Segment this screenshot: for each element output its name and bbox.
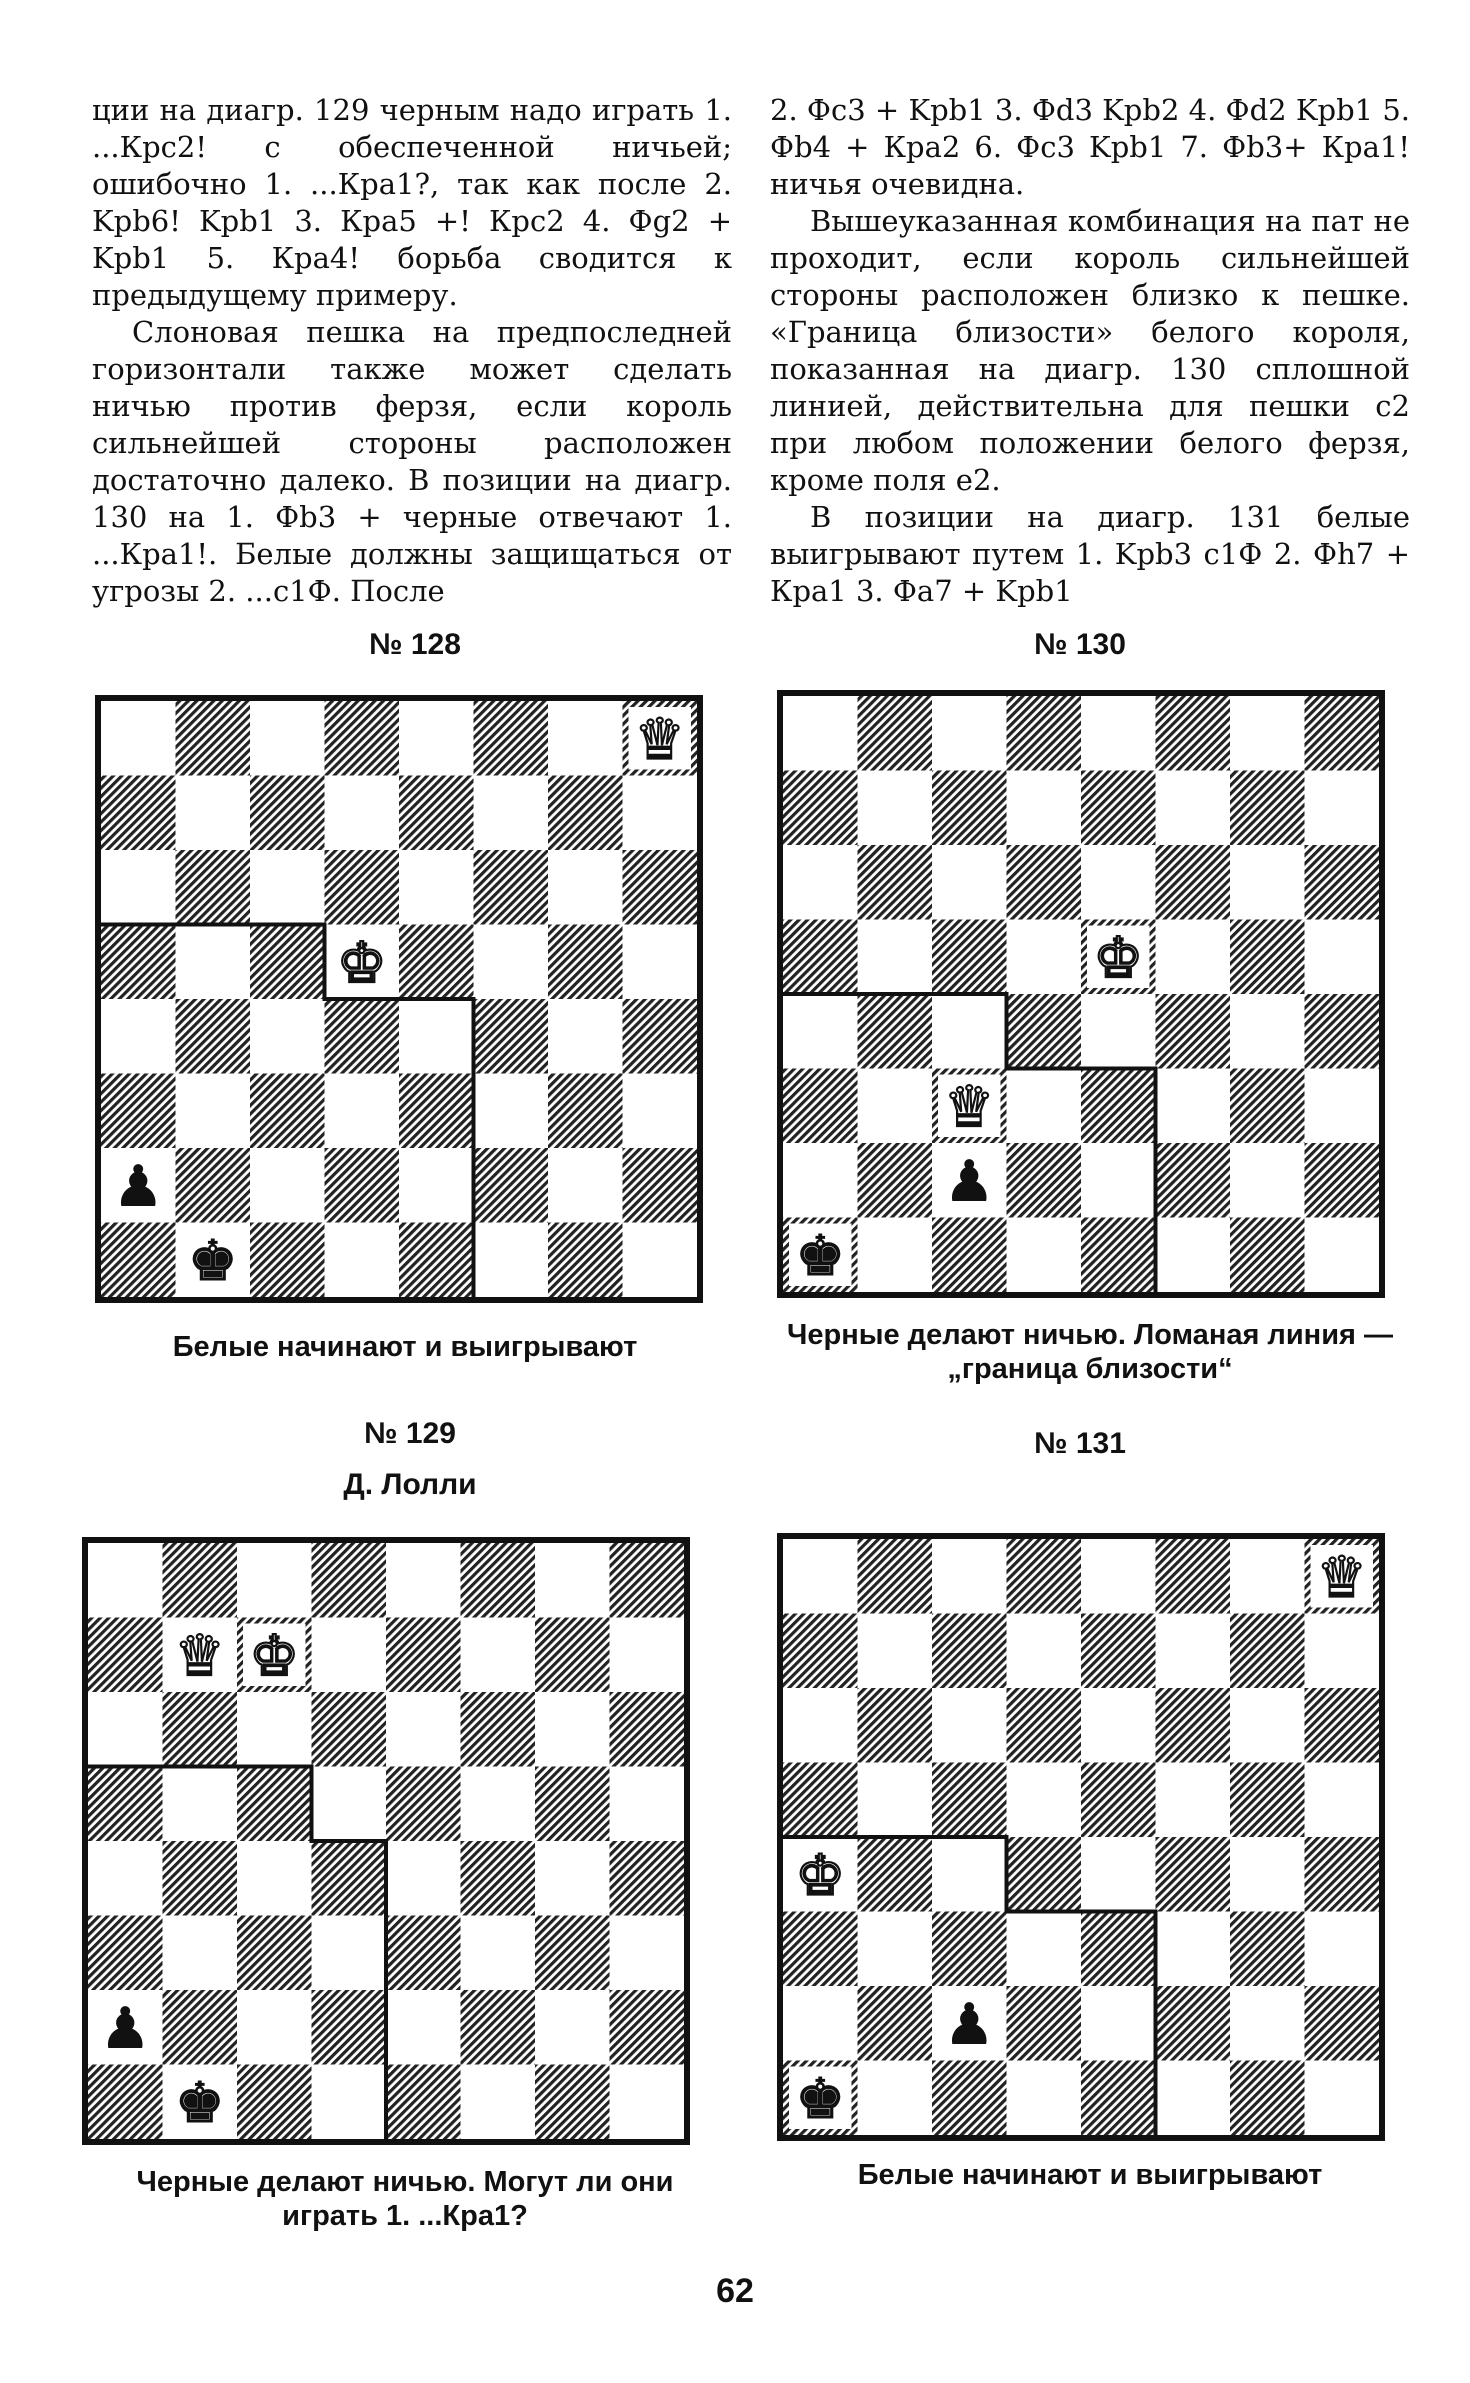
dark-square bbox=[1007, 845, 1082, 920]
light-square bbox=[237, 1841, 312, 1916]
light-square bbox=[783, 1986, 858, 2061]
dark-square bbox=[548, 1223, 623, 1298]
page-number: 62 bbox=[716, 2272, 754, 2310]
light-square bbox=[312, 1618, 387, 1693]
light-square bbox=[1007, 1912, 1082, 1987]
dark-square bbox=[610, 1543, 685, 1618]
light-square bbox=[1230, 1986, 1305, 2061]
white-queen-icon: ♛ bbox=[944, 1074, 995, 1140]
dark-square bbox=[1007, 1986, 1082, 2061]
dark-square bbox=[1305, 994, 1380, 1069]
board-svg bbox=[783, 696, 1379, 1292]
light-square bbox=[250, 999, 325, 1074]
light-square bbox=[1007, 1763, 1082, 1838]
light-square bbox=[1156, 1218, 1231, 1293]
light-square bbox=[399, 999, 474, 1074]
light-square bbox=[237, 1990, 312, 2065]
dark-square bbox=[858, 1143, 933, 1218]
light-square bbox=[1156, 1912, 1231, 1987]
dark-square bbox=[461, 1543, 536, 1618]
dark-square bbox=[312, 1692, 387, 1767]
light-square bbox=[1081, 696, 1156, 771]
dark-square bbox=[858, 1986, 933, 2061]
dark-square bbox=[101, 1223, 176, 1298]
dark-square bbox=[783, 1912, 858, 1987]
dark-square bbox=[932, 1912, 1007, 1987]
light-square bbox=[1230, 696, 1305, 771]
light-square bbox=[237, 1692, 312, 1767]
dark-square bbox=[932, 771, 1007, 846]
light-square bbox=[783, 994, 858, 1069]
light-square bbox=[1305, 920, 1380, 995]
light-square bbox=[623, 776, 698, 851]
light-square bbox=[1230, 1143, 1305, 1218]
light-square bbox=[1305, 1069, 1380, 1144]
light-square bbox=[1007, 1069, 1082, 1144]
dark-square bbox=[237, 2065, 312, 2140]
dark-square bbox=[1007, 1837, 1082, 1912]
dark-square bbox=[1081, 771, 1156, 846]
light-square bbox=[1156, 1763, 1231, 1838]
white-queen-icon: ♛ bbox=[1316, 1545, 1367, 1611]
dark-square bbox=[325, 1148, 400, 1223]
dark-square bbox=[1007, 1688, 1082, 1763]
dark-square bbox=[535, 2065, 610, 2140]
dark-square bbox=[474, 999, 549, 1074]
diagram-number-131: № 131 bbox=[1034, 1427, 1126, 1460]
light-square bbox=[548, 999, 623, 1074]
light-square bbox=[1305, 1912, 1380, 1987]
dark-square bbox=[1230, 1912, 1305, 1987]
light-square bbox=[932, 1837, 1007, 1912]
light-square bbox=[1081, 1688, 1156, 1763]
light-square bbox=[386, 1841, 461, 1916]
dark-square bbox=[1081, 1614, 1156, 1689]
light-square bbox=[858, 920, 933, 995]
light-square bbox=[474, 1223, 549, 1298]
light-square bbox=[858, 1912, 933, 1987]
dark-square bbox=[386, 1767, 461, 1842]
light-square bbox=[535, 1841, 610, 1916]
dark-square bbox=[312, 1543, 387, 1618]
dark-square bbox=[88, 1618, 163, 1693]
light-square bbox=[250, 1148, 325, 1223]
light-square bbox=[176, 925, 251, 1000]
dark-square bbox=[932, 1614, 1007, 1689]
dark-square bbox=[1007, 696, 1082, 771]
light-square bbox=[932, 696, 1007, 771]
dark-square bbox=[250, 1074, 325, 1149]
light-square bbox=[399, 701, 474, 776]
paragraph: 2. Фс3 + Kpb1 3. Фd3 Kpb2 4. Фd2 Kpb1 5. Фb4 + Кра2 6. Фс3 Kpb1 7. Фb3+ Кра1! ничья очевидна. bbox=[770, 93, 1410, 201]
dark-square bbox=[250, 925, 325, 1000]
chess-board-128 bbox=[95, 695, 703, 1303]
light-square bbox=[548, 1148, 623, 1223]
light-square bbox=[1007, 2061, 1082, 2136]
light-square bbox=[176, 1074, 251, 1149]
light-square bbox=[610, 2065, 685, 2140]
dark-square bbox=[1305, 1837, 1380, 1912]
dark-square bbox=[783, 1069, 858, 1144]
paragraph: Слоновая пешка на предпоследней горизонтали также может сделать ничью против ферзя, если король сильнейшей стороны расположен достаточно далеко. В позиции на диагр. 130 на 1. Фb3 + черные отвечают 1. ...Кра1!. Белые должны защищаться от угрозы 2. ...с1Ф. После bbox=[92, 315, 732, 608]
dark-square bbox=[163, 1841, 238, 1916]
light-square bbox=[1007, 1218, 1082, 1293]
light-square bbox=[1305, 1763, 1380, 1838]
dark-square bbox=[1007, 994, 1082, 1069]
white-king-icon: ♚ bbox=[795, 1843, 846, 1909]
dark-square bbox=[176, 1148, 251, 1223]
light-square bbox=[535, 1543, 610, 1618]
dark-square bbox=[250, 1223, 325, 1298]
light-square bbox=[610, 1916, 685, 1991]
light-square bbox=[1081, 994, 1156, 1069]
dark-square bbox=[88, 2065, 163, 2140]
light-square bbox=[101, 999, 176, 1074]
white-king-icon: ♚ bbox=[249, 1623, 300, 1689]
dark-square bbox=[1305, 845, 1380, 920]
light-square bbox=[783, 1143, 858, 1218]
white-king-icon: ♚ bbox=[1093, 925, 1144, 991]
dark-square bbox=[535, 1618, 610, 1693]
light-square bbox=[325, 1223, 400, 1298]
dark-square bbox=[1007, 1539, 1082, 1614]
dark-square bbox=[858, 696, 933, 771]
dark-square bbox=[783, 920, 858, 995]
light-square bbox=[101, 850, 176, 925]
dark-square bbox=[399, 776, 474, 851]
light-square bbox=[461, 1618, 536, 1693]
black-king-icon: ♚ bbox=[795, 1223, 846, 1289]
dark-square bbox=[548, 1074, 623, 1149]
dark-square bbox=[312, 1990, 387, 2065]
light-square bbox=[1081, 1986, 1156, 2061]
light-square bbox=[1230, 1539, 1305, 1614]
light-square bbox=[1305, 771, 1380, 846]
light-square bbox=[858, 1218, 933, 1293]
light-square bbox=[858, 1614, 933, 1689]
dark-square bbox=[1156, 845, 1231, 920]
paragraph: Вышеуказанная комбинация на пат не проходит, если король сильнейшей стороны расположен близко к пешке. «Граница близости» белого короля, показанная на диагр. 130 сплошной линией, действительна для пешки с2 при любом положении белого ферзя, кроме поля е2. bbox=[770, 204, 1410, 497]
dark-square bbox=[610, 1990, 685, 2065]
dark-square bbox=[1081, 1763, 1156, 1838]
light-square bbox=[623, 925, 698, 1000]
paragraph: В позиции на диагр. 131 белые выигрывают путем 1. Kpb3 с1Ф 2. Фh7 + Кра1 3. Фа7 + Kpb1 bbox=[770, 500, 1410, 608]
dark-square bbox=[250, 776, 325, 851]
dark-square bbox=[325, 999, 400, 1074]
light-square bbox=[1230, 845, 1305, 920]
dark-square bbox=[1156, 1688, 1231, 1763]
light-square bbox=[474, 776, 549, 851]
dark-square bbox=[399, 1223, 474, 1298]
dark-square bbox=[1230, 2061, 1305, 2136]
light-square bbox=[386, 1543, 461, 1618]
light-square bbox=[1081, 1837, 1156, 1912]
black-pawn-icon: ♟ bbox=[944, 1992, 995, 2058]
dark-square bbox=[1230, 1614, 1305, 1689]
light-square bbox=[783, 1539, 858, 1614]
dark-square bbox=[1156, 1539, 1231, 1614]
dark-square bbox=[176, 850, 251, 925]
light-square bbox=[1305, 1218, 1380, 1293]
dark-square bbox=[858, 994, 933, 1069]
diagram-number-129: № 129 bbox=[364, 1417, 456, 1450]
light-square bbox=[1081, 845, 1156, 920]
light-square bbox=[250, 701, 325, 776]
dark-square bbox=[461, 1692, 536, 1767]
dark-square bbox=[548, 925, 623, 1000]
light-square bbox=[1156, 2061, 1231, 2136]
chess-board-131 bbox=[777, 1533, 1385, 2141]
light-square bbox=[1156, 920, 1231, 995]
diagram-caption-130: Черные делают ничью. Ломаная линия — „граница близости“ bbox=[786, 1319, 1394, 1385]
light-square bbox=[101, 701, 176, 776]
diagram-number-130: № 130 bbox=[1034, 628, 1126, 661]
dark-square bbox=[932, 1218, 1007, 1293]
light-square bbox=[858, 1763, 933, 1838]
dark-square bbox=[1230, 920, 1305, 995]
dark-square bbox=[1230, 1763, 1305, 1838]
board-svg bbox=[101, 701, 697, 1297]
dark-square bbox=[386, 1618, 461, 1693]
dark-square bbox=[858, 1539, 933, 1614]
light-square bbox=[1081, 1143, 1156, 1218]
light-square bbox=[399, 850, 474, 925]
dark-square bbox=[1230, 1069, 1305, 1144]
light-square bbox=[325, 1074, 400, 1149]
dark-square bbox=[1081, 1218, 1156, 1293]
dark-square bbox=[237, 1916, 312, 1991]
light-square bbox=[610, 1767, 685, 1842]
black-pawn-icon: ♟ bbox=[113, 1154, 164, 1220]
dark-square bbox=[163, 1990, 238, 2065]
light-square bbox=[176, 776, 251, 851]
light-square bbox=[623, 1223, 698, 1298]
black-pawn-icon: ♟ bbox=[100, 1996, 151, 2062]
diagram-number-128: № 128 bbox=[369, 628, 461, 661]
light-square bbox=[1230, 994, 1305, 1069]
dark-square bbox=[325, 850, 400, 925]
dark-square bbox=[858, 845, 933, 920]
light-square bbox=[312, 1916, 387, 1991]
dark-square bbox=[163, 1543, 238, 1618]
light-square bbox=[325, 776, 400, 851]
light-square bbox=[610, 1618, 685, 1693]
light-square bbox=[237, 1543, 312, 1618]
dark-square bbox=[1156, 994, 1231, 1069]
dark-square bbox=[101, 925, 176, 1000]
light-square bbox=[535, 1692, 610, 1767]
dark-square bbox=[610, 1841, 685, 1916]
dark-square bbox=[101, 776, 176, 851]
light-square bbox=[163, 1916, 238, 1991]
dark-square bbox=[399, 925, 474, 1000]
light-square bbox=[88, 1543, 163, 1618]
light-square bbox=[1156, 1614, 1231, 1689]
light-square bbox=[399, 1148, 474, 1223]
dark-square bbox=[1305, 1143, 1380, 1218]
dark-square bbox=[88, 1916, 163, 1991]
dark-square bbox=[1305, 696, 1380, 771]
light-square bbox=[1156, 1069, 1231, 1144]
light-square bbox=[461, 1767, 536, 1842]
dark-square bbox=[237, 1767, 312, 1842]
light-square bbox=[932, 1688, 1007, 1763]
dark-square bbox=[386, 2065, 461, 2140]
dark-square bbox=[88, 1767, 163, 1842]
dark-square bbox=[1007, 1143, 1082, 1218]
light-square bbox=[163, 1767, 238, 1842]
dark-square bbox=[535, 1916, 610, 1991]
light-square bbox=[932, 845, 1007, 920]
dark-square bbox=[535, 1767, 610, 1842]
light-square bbox=[932, 1539, 1007, 1614]
black-king-icon: ♚ bbox=[174, 2070, 225, 2136]
dark-square bbox=[610, 1692, 685, 1767]
dark-square bbox=[783, 1614, 858, 1689]
dark-square bbox=[932, 2061, 1007, 2136]
dark-square bbox=[1305, 1986, 1380, 2061]
black-king-icon: ♚ bbox=[187, 1228, 238, 1294]
light-square bbox=[88, 1841, 163, 1916]
dark-square bbox=[1081, 1912, 1156, 1987]
light-square bbox=[548, 701, 623, 776]
light-square bbox=[461, 2065, 536, 2140]
light-square bbox=[461, 1916, 536, 1991]
dark-square bbox=[1081, 2061, 1156, 2136]
diagram-caption-131: Белые начинают и выигрывают bbox=[857, 2159, 1323, 2191]
light-square bbox=[88, 1692, 163, 1767]
light-square bbox=[386, 1692, 461, 1767]
light-square bbox=[783, 1688, 858, 1763]
light-square bbox=[1230, 1837, 1305, 1912]
light-square bbox=[312, 1767, 387, 1842]
dark-square bbox=[858, 1837, 933, 1912]
dark-square bbox=[386, 1916, 461, 1991]
white-king-icon: ♚ bbox=[336, 930, 387, 996]
dark-square bbox=[474, 850, 549, 925]
dark-square bbox=[461, 1841, 536, 1916]
board-svg bbox=[783, 1539, 1379, 2135]
light-square bbox=[1305, 2061, 1380, 2136]
dark-square bbox=[932, 920, 1007, 995]
dark-square bbox=[1230, 1218, 1305, 1293]
light-square bbox=[250, 850, 325, 925]
paragraph: ции на диагр. 129 черным надо играть 1. ...Крс2! с обеспеченной ничьей; ошибочно 1. ...Кра1?, так как после 2. Kpb6! Kpb1 3. Кра5 +! Крс2 4. Фg2 + Kpb1 5. Кра4! борьба сводится к предыдущему примеру. bbox=[92, 93, 732, 312]
dark-square bbox=[623, 850, 698, 925]
dark-square bbox=[1081, 1069, 1156, 1144]
light-square bbox=[548, 850, 623, 925]
dark-square bbox=[623, 999, 698, 1074]
dark-square bbox=[783, 1763, 858, 1838]
dark-square bbox=[1156, 1837, 1231, 1912]
dark-square bbox=[1156, 1143, 1231, 1218]
white-queen-icon: ♛ bbox=[174, 1623, 225, 1689]
light-square bbox=[1305, 1614, 1380, 1689]
light-square bbox=[1007, 1614, 1082, 1689]
dark-square bbox=[163, 1692, 238, 1767]
right-text-column bbox=[770, 92, 1410, 610]
light-square bbox=[474, 925, 549, 1000]
left-text-column bbox=[92, 92, 732, 610]
light-square bbox=[1081, 1539, 1156, 1614]
chess-board-129 bbox=[82, 1537, 690, 2145]
diagram-author: Д. Лолли bbox=[343, 1468, 477, 1501]
white-queen-icon: ♛ bbox=[634, 707, 685, 773]
dark-square bbox=[932, 1763, 1007, 1838]
dark-square bbox=[1305, 1688, 1380, 1763]
light-square bbox=[312, 2065, 387, 2140]
light-square bbox=[535, 1990, 610, 2065]
light-square bbox=[932, 994, 1007, 1069]
light-square bbox=[858, 2061, 933, 2136]
dark-square bbox=[1156, 696, 1231, 771]
dark-square bbox=[623, 1148, 698, 1223]
light-square bbox=[474, 1074, 549, 1149]
dark-square bbox=[312, 1841, 387, 1916]
dark-square bbox=[548, 776, 623, 851]
dark-square bbox=[176, 999, 251, 1074]
light-square bbox=[1007, 920, 1082, 995]
dark-square bbox=[1156, 1986, 1231, 2061]
dark-square bbox=[474, 1148, 549, 1223]
light-square bbox=[783, 696, 858, 771]
black-pawn-icon: ♟ bbox=[944, 1149, 995, 1215]
light-square bbox=[386, 1990, 461, 2065]
dark-square bbox=[474, 701, 549, 776]
dark-square bbox=[783, 771, 858, 846]
light-square bbox=[623, 1074, 698, 1149]
dark-square bbox=[1230, 771, 1305, 846]
dark-square bbox=[176, 701, 251, 776]
dark-square bbox=[325, 701, 400, 776]
dark-square bbox=[101, 1074, 176, 1149]
light-square bbox=[1007, 771, 1082, 846]
dark-square bbox=[461, 1990, 536, 2065]
light-square bbox=[1156, 771, 1231, 846]
light-square bbox=[783, 845, 858, 920]
dark-square bbox=[858, 1688, 933, 1763]
diagram-caption-129: Черные делают ничью. Могут ли они играть 1. ...Кра1? bbox=[136, 2166, 674, 2232]
light-square bbox=[1230, 1688, 1305, 1763]
light-square bbox=[858, 1069, 933, 1144]
chess-board-130 bbox=[777, 690, 1385, 1298]
board-svg bbox=[88, 1543, 684, 2139]
dark-square bbox=[399, 1074, 474, 1149]
diagram-caption-128: Белые начинают и выигрывают bbox=[172, 1331, 638, 1363]
light-square bbox=[858, 771, 933, 846]
black-king-icon: ♚ bbox=[795, 2066, 846, 2132]
